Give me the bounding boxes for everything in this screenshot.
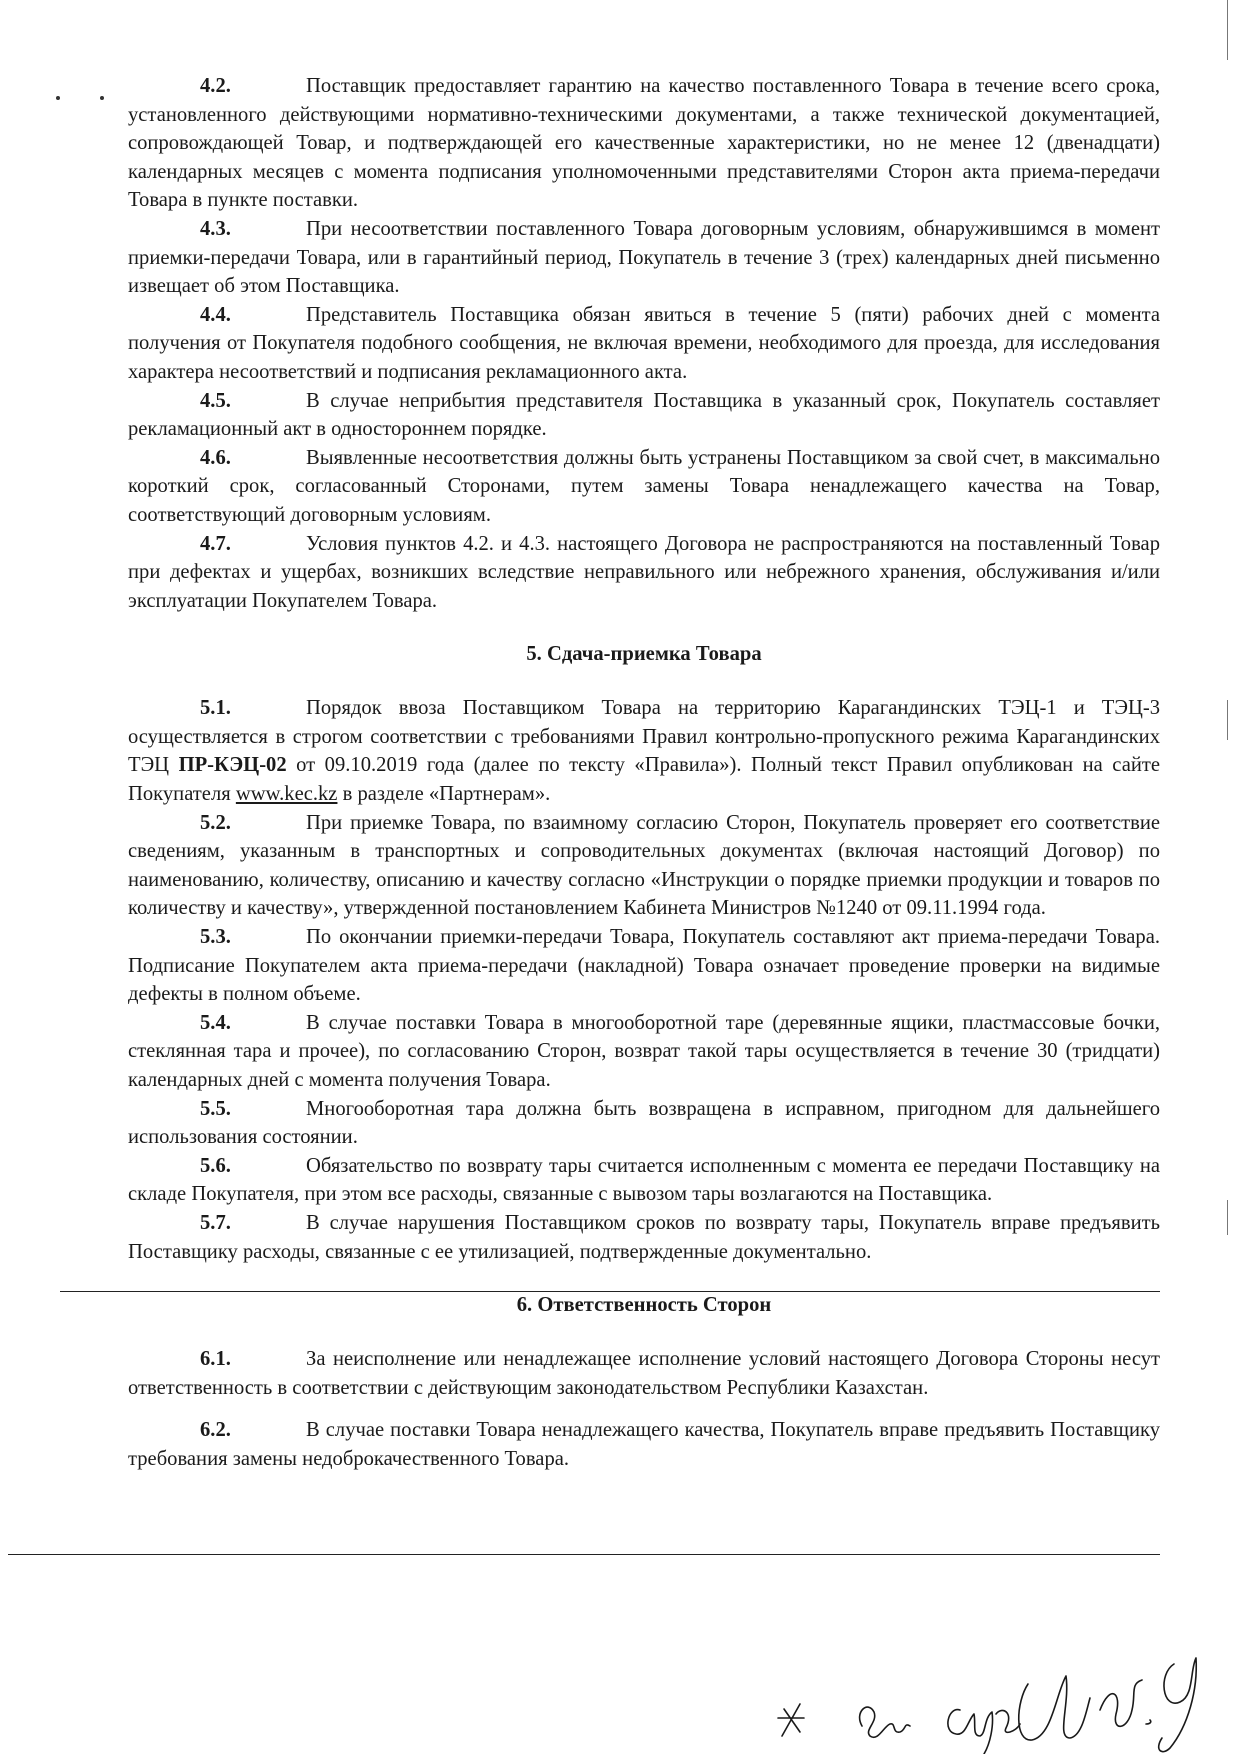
clause-number: 5.3. <box>200 926 231 949</box>
clause-text-mid: от 09.10.2019 года (далее по тексту «Правила»). Полный текст Правил опубликован на сайте Покупателя <box>128 754 1160 806</box>
clause-number: 5.2. <box>200 811 231 834</box>
section-6-title: 6. Ответственность Сторон <box>516 1294 772 1317</box>
scan-line <box>60 1291 1160 1292</box>
clause-number: 5.1. <box>200 697 231 720</box>
signature-mark-3 <box>948 1710 1020 1754</box>
clause-text: Выявленные несоответствия должны быть устранены Поставщиком за свой счет, в максимально короткий срок, согласованный Сторонами, путем замены Товара ненадлежащего качества на Товар, соответствующий договорным условиям. <box>128 446 1160 526</box>
clause-text-before: Порядок ввоза Поставщиком Товара на территорию Карагандинских ТЭЦ-1 и ТЭЦ-3 осуществляется в строгом соответствии с требованиями Правил контрольно-пропускного режима Карагандинских ТЭЦ <box>128 697 1160 777</box>
scan-edge-mark <box>1227 700 1228 740</box>
clause-5-6 <box>128 1152 1160 1209</box>
section-5-items <box>128 694 1160 1266</box>
clause-text: Условия пунктов 4.2. и 4.3. настоящего Договора не распространяются на поставленный Товар при дефектах и ущербах, возникших вследствие неправильного или небрежного хранения, обслуживания и/или эксплуатации Покупателем Товара. <box>128 532 1160 612</box>
document-body <box>128 72 1160 1474</box>
clause-5-3 <box>128 923 1160 1009</box>
clause-number: 4.2. <box>200 75 231 97</box>
signature-mark-4 <box>1019 1676 1090 1740</box>
clause-number: 5.6. <box>200 1154 231 1177</box>
section-6-items <box>128 1345 1160 1473</box>
clause-4-2 <box>128 72 1160 215</box>
clause-6-2 <box>128 1416 1160 1473</box>
clause-4-5 <box>128 387 1160 444</box>
scan-speck <box>100 96 104 100</box>
section-5-title: 5. Сдача-приемка Товара <box>526 643 762 666</box>
clause-6-1 <box>128 1345 1160 1402</box>
signature-mark-1 <box>778 1704 804 1736</box>
clause-5-2 <box>128 809 1160 923</box>
clause-number: 4.3. <box>200 217 231 240</box>
signature-mark-6 <box>1159 1658 1197 1752</box>
clause-5-5 <box>128 1095 1160 1152</box>
clause-text: По окончании приемки-передачи Товара, Покупатель составляют акт приема-передачи Товара. Подписание Покупателем акта приема-передачи (накладной) Товара означает проведение проверки на видимые дефекты в полном объеме. <box>128 926 1160 1006</box>
clause-number: 4.4. <box>200 303 231 326</box>
clause-text: Представитель Поставщика обязан явиться в течение 5 (пяти) рабочих дней с момента получения от Покупателя подобного сообщения, не включая времени, необходимого для проезда, для исследования характера несоответствий и подписания рекламационного акта. <box>128 303 1160 383</box>
clause-text-after: в разделе «Партнерам». <box>337 783 551 806</box>
scan-speck <box>56 96 60 100</box>
signature-mark-2 <box>860 1707 910 1737</box>
clause-4-7 <box>128 530 1160 616</box>
signatures <box>770 1614 1220 1754</box>
clause-number: 6.1. <box>200 1348 231 1371</box>
clause-text: За неисполнение или ненадлежащее исполнение условий настоящего Договора Стороны несут ответственность в соответствии с действующим законодательством Республики Казахстан. <box>128 1348 1160 1399</box>
clause-4-6 <box>128 444 1160 530</box>
clause-text: В случае неприбытия представителя Поставщика в указанный срок, Покупатель составляет рекламационный акт в одностороннем порядке. <box>128 389 1160 441</box>
clause-5-1 <box>128 694 1160 808</box>
clause-number: 5.4. <box>200 1011 231 1034</box>
clause-text: Обязательство по возврату тары считается исполненным с момента ее передачи Поставщику на складе Покупателя, при этом все расходы, связанные с вывозом тары возлагаются на Поставщика. <box>128 1154 1160 1206</box>
website-link[interactable]: www.kec.kz <box>235 783 338 806</box>
clause-number: 6.2. <box>200 1419 231 1442</box>
scan-edge-mark <box>1227 1200 1228 1235</box>
clause-4-4 <box>128 301 1160 387</box>
clause-text: В случае нарушения Поставщиком сроков по возврату тары, Покупатель вправе предъявить Поставщику расходы, связанные с ее утилизацией, подтвержденные документально. <box>128 1211 1160 1263</box>
clause-text: Поставщик предоставляет гарантию на качество поставленного Товара в течение всего срока, установленного действующими нормативно-техническими документами, а также технической документацией, сопровождающей Товар, и подтверждающей его качественные характеристики, но не менее 12 (двенадцати) календарных месяцев с момента подписания уполномоченными представителями Сторон акта приема-передачи Товара в пункте поставки. <box>128 75 1160 212</box>
scan-edge-mark <box>1227 0 1228 60</box>
clause-number: 5.7. <box>200 1211 231 1234</box>
clause-number: 5.5. <box>200 1097 231 1120</box>
section-4-items <box>128 72 1160 615</box>
clause-4-3 <box>128 215 1160 301</box>
rules-code: ПР-КЭЦ-02 <box>178 754 287 777</box>
clause-text: При приемке Товара, по взаимному согласию Сторон, Покупатель проверяет его соответствие сведениям, указанным в транспортных и сопроводительных документах (включая настоящий Договор) по наименованию, количеству, описанию и качеству согласно «Инструкции о порядке приемки продукции и товаров по количеству и качеству», утвержденной постановлением Кабинета Министров №1240 от 09.11.1994 года. <box>128 811 1160 920</box>
clause-5-4 <box>128 1009 1160 1095</box>
clause-text: В случае поставки Товара ненадлежащего качества, Покупатель вправе предъявить Поставщику требования замены недоброкачественного Товара. <box>128 1419 1160 1470</box>
clause-text: Многооборотная тара должна быть возвращена в исправном, пригодном для дальнейшего использования состоянии. <box>128 1097 1160 1149</box>
scan-line <box>8 1554 1160 1555</box>
clause-text: При несоответствии поставленного Товара договорным условиям, обнаружившимся в момент приемки-передачи Товара, или в гарантийный период, Покупатель в течение 3 (трех) календарных дней письменно извещает об этом Поставщика. <box>128 217 1160 298</box>
signature-mark-5 <box>1100 1680 1151 1726</box>
clause-number: 4.5. <box>200 389 231 412</box>
clause-number: 4.6. <box>200 446 231 469</box>
clause-5-7 <box>128 1209 1160 1266</box>
clause-text: В случае поставки Товара в многооборотной таре (деревянные ящики, пластмассовые бочки, стеклянная тара и прочее), по согласованию Сторон, возврат такой тары осуществляется в течение 30 (тридцати) календарных дней с момента получения Товара. <box>128 1011 1160 1091</box>
clause-number: 4.7. <box>200 532 231 555</box>
